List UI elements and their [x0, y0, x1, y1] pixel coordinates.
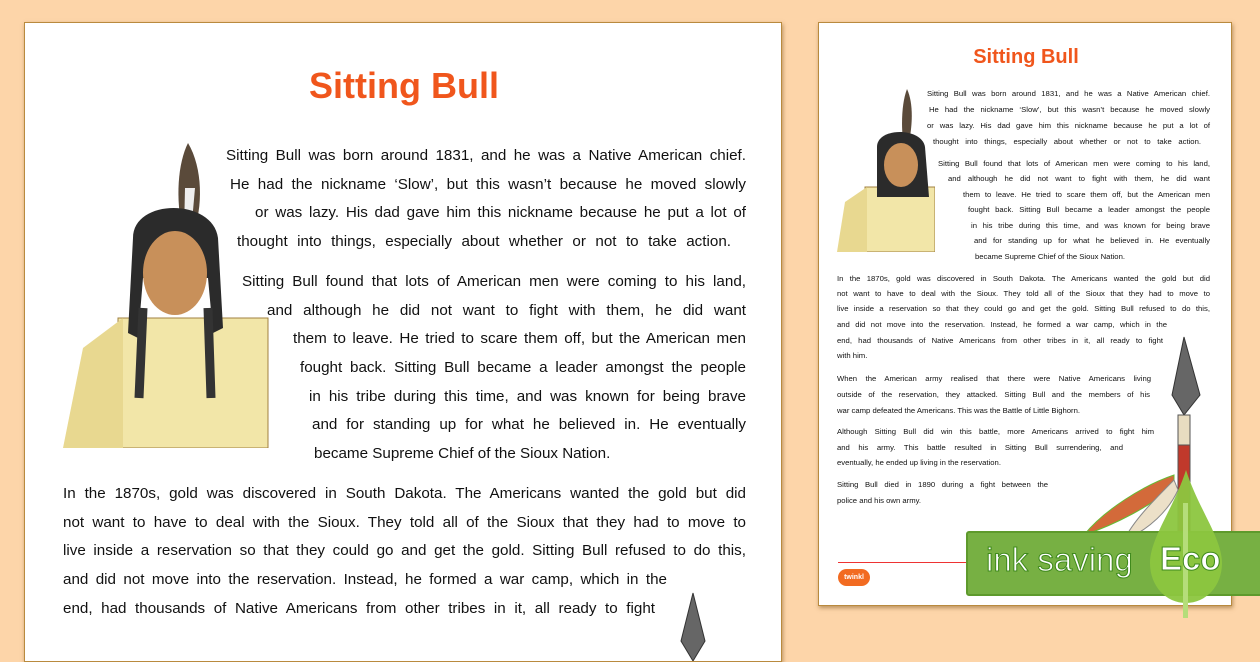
- sitting-bull-illustration: [837, 87, 935, 252]
- spear-icon: [675, 591, 715, 661]
- text-line: thought into things, especially about whether or not to take action.: [237, 233, 731, 250]
- text-line: police and his own army.: [837, 496, 922, 505]
- text-line: and did not move into the reservation. Instead, he formed a war camp, which in the: [837, 320, 1167, 329]
- text-line: eventually, he ended up living in the reservation.: [837, 458, 1001, 467]
- text-line: and for standing up for what he believed in. He eventually: [974, 236, 1210, 245]
- text-line: outside of the reservation, they attacked. Sitting Bull and the members of his: [837, 390, 1150, 399]
- eco-label: Eco: [1160, 540, 1221, 577]
- text-line: in his tribe during this time, and was known for being brave: [309, 388, 746, 405]
- text-line: not want to have to deal with the Sioux. They told all of the Sioux that they had to move to: [837, 289, 1210, 298]
- text-line: He had the nickname ‘Slow’, but this wasn’t because he moved slowly: [929, 105, 1210, 114]
- text-line: war camp defeated the Americans. This was the Battle of Little Bighorn.: [837, 406, 1080, 415]
- text-line: became Supreme Chief of the Sioux Nation.: [975, 252, 1125, 261]
- text-line: Sitting Bull was born around 1831, and he was a Native American chief.: [927, 89, 1210, 98]
- footer-divider: [838, 562, 968, 563]
- text-line: fought back. Sitting Bull became a leader amongst the people: [300, 359, 746, 376]
- text-line: live inside a reservation so that they could go and get the gold. Sitting Bull refused to do this,: [63, 542, 746, 559]
- text-line: or was lazy. His dad gave him this nickname because he put a lot of: [255, 204, 746, 221]
- text-line: or was lazy. His dad gave him this nickname because he put a lot of: [927, 121, 1210, 130]
- text-line: Sitting Bull found that lots of American men were coming to his land,: [242, 273, 746, 290]
- document-title: Sitting Bull: [973, 46, 1079, 68]
- text-line: in his tribe during this time, and was known for being brave: [971, 221, 1210, 230]
- text-line: and did not move into the reservation. Instead, he formed a war camp, which in the: [63, 571, 667, 588]
- text-line: and for standing up for what he believed in. He eventually: [312, 416, 746, 433]
- text-line: In the 1870s, gold was discovered in South Dakota. The Americans wanted the gold but did: [63, 485, 746, 502]
- text-line: and his army. This battle resulted in Sitting Bull surrendering, and: [837, 443, 1123, 452]
- text-line: fought back. Sitting Bull became a leader amongst the people: [968, 205, 1210, 214]
- ink-saving-label: ink saving: [986, 541, 1133, 578]
- text-line: Sitting Bull died in 1890 during a fight between the: [837, 480, 1048, 489]
- text-line: became Supreme Chief of the Sioux Nation.: [314, 445, 611, 462]
- twinkl-logo: twinkl: [838, 569, 870, 586]
- text-line: Sitting Bull found that lots of American men were coming to his land,: [938, 159, 1210, 168]
- text-line: and although he did not want to fight with them, he did want: [267, 302, 746, 319]
- text-line: them to leave. He tried to scare them off, but the American men: [963, 190, 1210, 199]
- text-line: live inside a reservation so that they could go and get the gold. Sitting Bull refused to do this,: [837, 304, 1210, 313]
- text-line: He had the nickname ‘Slow’, but this wasn’t because he moved slowly: [230, 176, 746, 193]
- document-title: Sitting Bull: [309, 65, 499, 106]
- text-line: them to leave. He tried to scare them off, but the American men: [293, 330, 746, 347]
- text-line: and although he did not want to fight with them, he did want: [948, 174, 1210, 183]
- page-preview-large: [24, 22, 782, 662]
- text-line: not want to have to deal with the Sioux. They told all of the Sioux that they had to move to: [63, 514, 746, 531]
- text-line: thought into things, especially about whether or not to take action.: [933, 137, 1201, 146]
- text-line: Although Sitting Bull did win this battle, more Americans arrived to fight him: [837, 427, 1154, 436]
- text-line: In the 1870s, gold was discovered in South Dakota. The Americans wanted the gold but did: [837, 274, 1210, 283]
- text-line: with him.: [837, 351, 868, 360]
- text-line: end, had thousands of Native Americans from other tribes in it, all ready to fight: [63, 600, 655, 617]
- text-line: end, had thousands of Native Americans from other tribes in it, all ready to fight: [837, 336, 1163, 345]
- text-line: When the American army realised that there were Native Americans living: [837, 374, 1151, 383]
- text-line: Sitting Bull was born around 1831, and he was a Native American chief.: [226, 147, 746, 164]
